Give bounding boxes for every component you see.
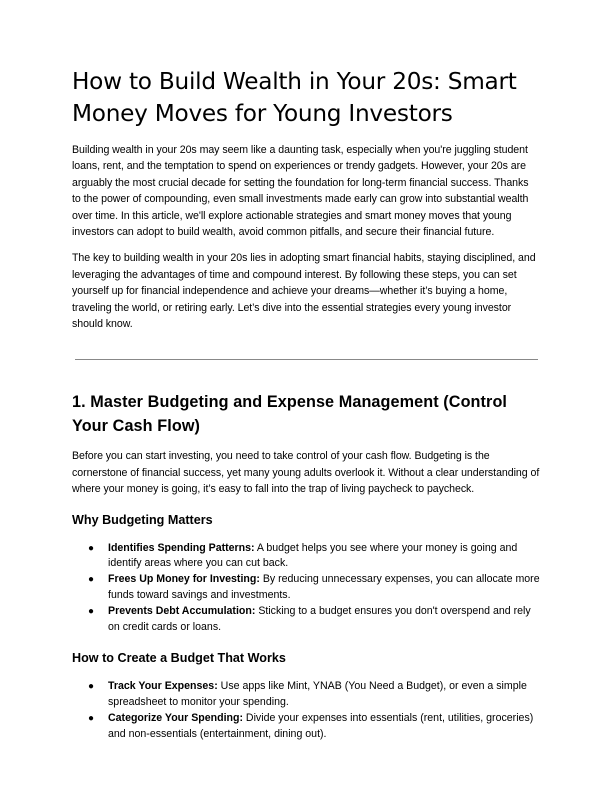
horizontal-divider	[75, 359, 538, 360]
list-item	[72, 711, 540, 742]
list-item-label: Prevents Debt Accumulation:	[108, 605, 256, 618]
list-item	[72, 679, 540, 710]
list-item-text: A budget helps you see where your money is going and identify areas where you can cut back.	[108, 541, 518, 570]
list-item-text: Divide your expenses into essentials (rent, utilities, groceries) and non-essentials (entertainment, dining out).	[108, 712, 534, 740]
why-budgeting-list	[72, 541, 540, 636]
bullet-icon: ●	[88, 542, 95, 554]
list-item	[72, 572, 540, 603]
intro-paragraph-2: The key to building wealth in your 20s lies in adopting smart financial habits, staying disciplined, and leveraging the advantages of time and compound interest. By following these steps, you can set yourself up for financial independence and achieve your dreams—whether it’s buying a home, traveling the world, or retiring early. Let’s dive into the essential strategies every young investor should know.	[72, 252, 536, 331]
document-title: How to Build Wealth in Your 20s: Smart Money Moves for Young Investors	[72, 68, 517, 127]
bullet-icon: ●	[88, 574, 95, 586]
list-item-text: By reducing unnecessary expenses, you can allocate more funds toward savings and investments.	[108, 573, 540, 602]
section-heading-budgeting: 1. Master Budgeting and Expense Management (Control Your Cash Flow)	[72, 393, 508, 436]
list-item-label: Frees Up Money for Investing:	[108, 573, 260, 586]
bullet-icon: ●	[88, 713, 95, 725]
bullet-icon: ●	[88, 681, 95, 693]
list-item-text: Sticking to a budget ensures you don't overspend and rely on credit cards or loans.	[108, 605, 531, 633]
list-item-label: Identifies Spending Patterns:	[108, 541, 255, 554]
intro-paragraph-1: Building wealth in your 20s may seem like a daunting task, especially when you're juggling student loans, rent, and the temptation to spend on experiences or trendy gadgets. However, your 20s are arguably the most crucial decade for setting the foundation for long-term financial success. Thanks to the power of compounding, even small investments made early can grow into substantial wealth over time. In this article, we'll explore actionable strategies and smart money moves that young investors can adopt to build wealth, avoid common pitfalls, and secure their financial future.	[72, 144, 529, 239]
create-budget-list	[72, 679, 540, 742]
list-item-label: Categorize Your Spending:	[108, 712, 243, 725]
list-item	[72, 541, 540, 572]
bullet-icon: ●	[88, 606, 95, 618]
section-paragraph-budgeting: Before you can start investing, you need to take control of your cash flow. Budgeting is the cornerstone of financial success, yet many young adults overlook it. Without a clear understanding of where your money is going, it’s easy to fall into the trap of living paycheck to paycheck.	[72, 450, 540, 496]
list-item-label: Track Your Expenses:	[108, 680, 218, 693]
divider-container	[72, 342, 540, 390]
subsection-heading-why-budgeting: Why Budgeting Matters	[72, 512, 213, 527]
subsection-heading-create-budget: How to Create a Budget That Works	[72, 651, 286, 666]
document-page	[72, 66, 540, 754]
list-item	[72, 604, 540, 635]
list-item-text: Use apps like Mint, YNAB (You Need a Budget), or even a simple spreadsheet to monitor your spending.	[108, 680, 527, 709]
